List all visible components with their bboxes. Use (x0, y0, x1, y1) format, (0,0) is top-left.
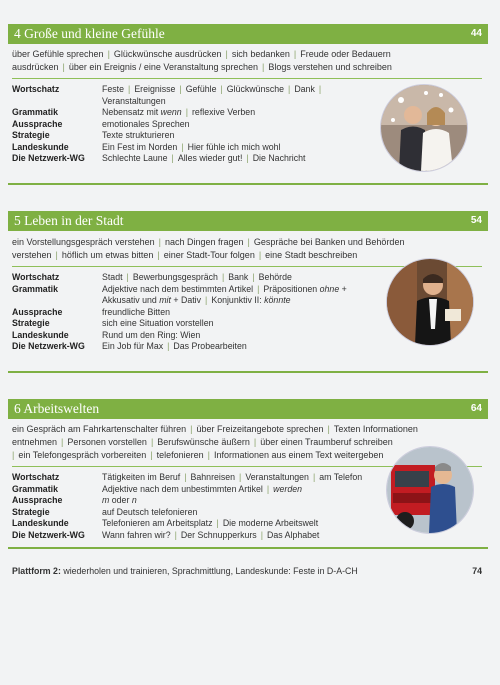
goal-item: über einen Traumberuf schreiben (260, 437, 393, 447)
separator: | (246, 153, 249, 163)
footer-page-number: 74 (472, 566, 482, 576)
chapter-title: 5 Leben in der Stadt (14, 213, 124, 228)
chapter-5-header (8, 211, 488, 231)
value-item: Veranstaltungen (102, 95, 166, 106)
value-item: + Dativ (170, 295, 202, 305)
separator: | (185, 107, 188, 117)
goal-item: Berufswünsche äußern (157, 437, 250, 447)
row-label: Aussprache (12, 306, 63, 317)
separator: | (252, 272, 255, 282)
row-label: Grammatik (12, 483, 58, 494)
value-item: Das Alphabet (267, 529, 320, 540)
goal-item: ein Telefongespräch vorbereiten (18, 450, 147, 460)
row-label: Grammatik (12, 107, 58, 117)
separator: | (262, 62, 265, 72)
separator: | (318, 84, 322, 94)
separator: | (171, 153, 174, 163)
separator: | (258, 250, 262, 260)
value-item: Veranstaltungen (245, 472, 309, 482)
value-item: Ein Fest im Norden (102, 141, 178, 152)
value-item: oder (109, 495, 132, 505)
value-item: + (339, 283, 347, 294)
value-item: Der Schnupperkurs (180, 529, 257, 540)
value-item: Das Probearbeiten (173, 341, 247, 351)
goal-item: ausdrücken (12, 62, 59, 72)
goal-item: Blogs verstehen und schreiben (268, 62, 392, 72)
goal-item: Gespräche bei Banken und Behörden (253, 237, 405, 247)
wedding-photo (380, 84, 468, 172)
value-item: Telefonieren am Arbeitsplatz (102, 518, 213, 528)
value-item: Gefühle (185, 84, 217, 94)
row-netzwerk-wg (12, 341, 482, 353)
row-netzwerk-wg (12, 530, 482, 542)
chapter-5-bottom-rule (8, 371, 488, 373)
goals-line (12, 48, 482, 61)
value-item: Behörde (258, 272, 292, 282)
goals-line (12, 236, 482, 249)
value-item: Ein Job für Max (102, 341, 164, 351)
separator: | (293, 49, 297, 59)
chapter-6-header (8, 399, 488, 419)
value-item-italic: mit (159, 295, 171, 305)
value-item: Feste (102, 84, 125, 94)
value-item-italic: wenn (160, 107, 182, 117)
separator: | (128, 84, 131, 94)
value-item: Nebensatz mit (102, 107, 161, 117)
row-label: Wortschatz (12, 272, 60, 282)
chapter-5-goals (12, 236, 482, 262)
value-item: am Telefon (319, 472, 363, 482)
separator: | (174, 529, 177, 540)
chapter-page-number: 44 (470, 28, 482, 39)
goals-line (12, 61, 482, 74)
value-item: Bank (228, 272, 249, 282)
value-item: Ereignisse (134, 84, 176, 94)
goal-item: nach Dingen fragen (164, 237, 244, 247)
value-item: Tätigkeiten im Beruf (102, 472, 181, 482)
value-item: Schlechte Laune (102, 153, 168, 163)
separator: | (12, 450, 15, 460)
separator: | (179, 84, 182, 94)
row-value: Rund um den Ring: Wien (102, 329, 201, 340)
separator: | (55, 250, 58, 260)
value-item: Konjunktiv II: (211, 295, 265, 305)
row-label: Strategie (12, 318, 50, 328)
separator: | (181, 141, 184, 152)
chapter-title: 4 Große und kleine Gefühle (14, 26, 165, 41)
separator: | (327, 424, 330, 434)
value-item: Bahnreisen (190, 472, 236, 482)
value-item: Glückwünsche (226, 84, 285, 94)
separator: | (257, 283, 260, 294)
goals-line (12, 249, 482, 262)
value-item-italic: ohne (319, 283, 340, 294)
row-label: Die Netzwerk-WG (12, 529, 85, 540)
chapter-page-number: 54 (470, 215, 482, 226)
goal-item: Personen vorstellen (67, 437, 147, 447)
row-value: emotionales Sprechen (102, 118, 190, 129)
separator: | (61, 437, 64, 447)
row-value: freundliche Bitten (102, 306, 170, 317)
plattform-footer (12, 566, 482, 576)
row-label: Landeskunde (12, 329, 69, 340)
value-item: Präpositionen (263, 283, 320, 294)
row-label: Die Netzwerk-WG (12, 153, 85, 163)
goal-item: Freude oder Bedauern (300, 49, 391, 59)
row-value: Texte strukturieren (102, 130, 175, 140)
value-item: Dank (294, 84, 315, 94)
goals-line (12, 436, 482, 449)
row-label: Strategie (12, 130, 50, 140)
separator: | (221, 272, 225, 282)
separator: | (150, 437, 154, 447)
chapter-title: 6 Arbeitswelten (14, 401, 100, 416)
goal-item: Glückwünsche ausdrücken (113, 49, 222, 59)
goal-item: über Gefühle sprechen (12, 49, 104, 59)
chapter-4-bottom-rule (8, 183, 488, 185)
separator: | (190, 424, 193, 434)
value-item: Hier fühle ich mich wohl (187, 141, 281, 152)
goal-item: sich bedanken (231, 49, 290, 59)
value-item: reflexive Verben (192, 107, 256, 117)
separator: | (312, 472, 316, 482)
separator: | (207, 450, 210, 460)
divider (12, 78, 482, 79)
separator: | (220, 84, 223, 94)
separator: | (126, 272, 129, 282)
goal-item: verstehen (12, 250, 52, 260)
value-item: Die moderne Arbeitswelt (222, 518, 319, 528)
value-item-italic: werden (273, 483, 303, 494)
separator: | (288, 84, 291, 94)
value-item-italic: könnte (264, 295, 291, 305)
value-item: Bewerbungsgespräch (132, 272, 218, 282)
row-value: auf Deutsch telefonieren (102, 506, 198, 517)
separator: | (239, 472, 242, 482)
row-label: Die Netzwerk-WG (12, 341, 85, 351)
separator: | (107, 49, 110, 59)
goal-item: entnehmen (12, 437, 58, 447)
row-label: Strategie (12, 506, 50, 517)
row-label: Landeskunde (12, 141, 69, 152)
value-item: Stadt (102, 272, 123, 282)
value-item: Adjektive nach dem bestimmten Artikel (102, 283, 254, 294)
goal-item: höflich um etwas bitten (61, 250, 154, 260)
value-item-italic: n (131, 495, 137, 505)
goal-item: ein Gespräch am Fahrkartenschalter führen (12, 424, 187, 434)
goals-line (12, 423, 482, 436)
row-label: Aussprache (12, 118, 63, 129)
row-label: Landeskunde (12, 518, 69, 528)
waiter-photo (386, 258, 474, 346)
goal-item: Informationen aus einem Text weitergeben (214, 450, 384, 460)
row-label: Wortschatz (12, 472, 60, 482)
goal-item: über Freizeitangebote sprechen (196, 424, 324, 434)
footer-text: wiederholen und trainieren, Sprachmittlung, Landeskunde: Feste in D-A-CH (60, 566, 358, 576)
truck-mechanic-illustration (387, 447, 473, 533)
value-item: Adjektive nach dem unbestimmten Artikel (102, 483, 263, 494)
row-label: Aussprache (12, 495, 63, 505)
wedding-photo-illustration (381, 85, 467, 171)
chapter-page-number: 64 (470, 403, 482, 414)
value-item: Akkusativ und (102, 295, 160, 305)
separator: | (225, 49, 228, 59)
footer-label: Plattform 2: (12, 566, 61, 576)
row-label: Wortschatz (12, 84, 60, 94)
chapter-6-bottom-rule (8, 547, 488, 549)
chapter-4-header (8, 24, 488, 44)
separator: | (266, 483, 270, 494)
truck-mechanic-photo (386, 446, 474, 534)
row-label: Grammatik (12, 283, 58, 294)
separator: | (158, 237, 161, 247)
goal-item: über ein Ereignis / eine Veranstaltung sprechen (68, 62, 258, 72)
separator: | (157, 250, 160, 260)
row-value: sich eine Situation vorstellen (102, 318, 214, 328)
goal-item: einer Stadt-Tour folgen (163, 250, 255, 260)
separator: | (150, 450, 153, 460)
goal-item: telefonieren (156, 450, 204, 460)
value-item-italic: m (102, 495, 110, 505)
goal-item: eine Stadt beschreiben (265, 250, 358, 260)
separator: | (216, 518, 219, 528)
goal-item: Texten Informationen (333, 424, 418, 434)
separator: | (260, 529, 264, 540)
value-item: Die Nachricht (252, 153, 306, 163)
waiter-photo-illustration (387, 259, 473, 345)
value-item: Wann fahren wir? (102, 529, 171, 540)
chapter-4-goals (12, 48, 482, 74)
goal-item: ein Vorstellungsgespräch verstehen (12, 237, 155, 247)
separator: | (167, 341, 170, 351)
separator: | (205, 295, 208, 305)
value-item: Alles wieder gut! (177, 153, 243, 163)
separator: | (62, 62, 65, 72)
separator: | (247, 237, 250, 247)
separator: | (253, 437, 257, 447)
separator: | (184, 472, 187, 482)
